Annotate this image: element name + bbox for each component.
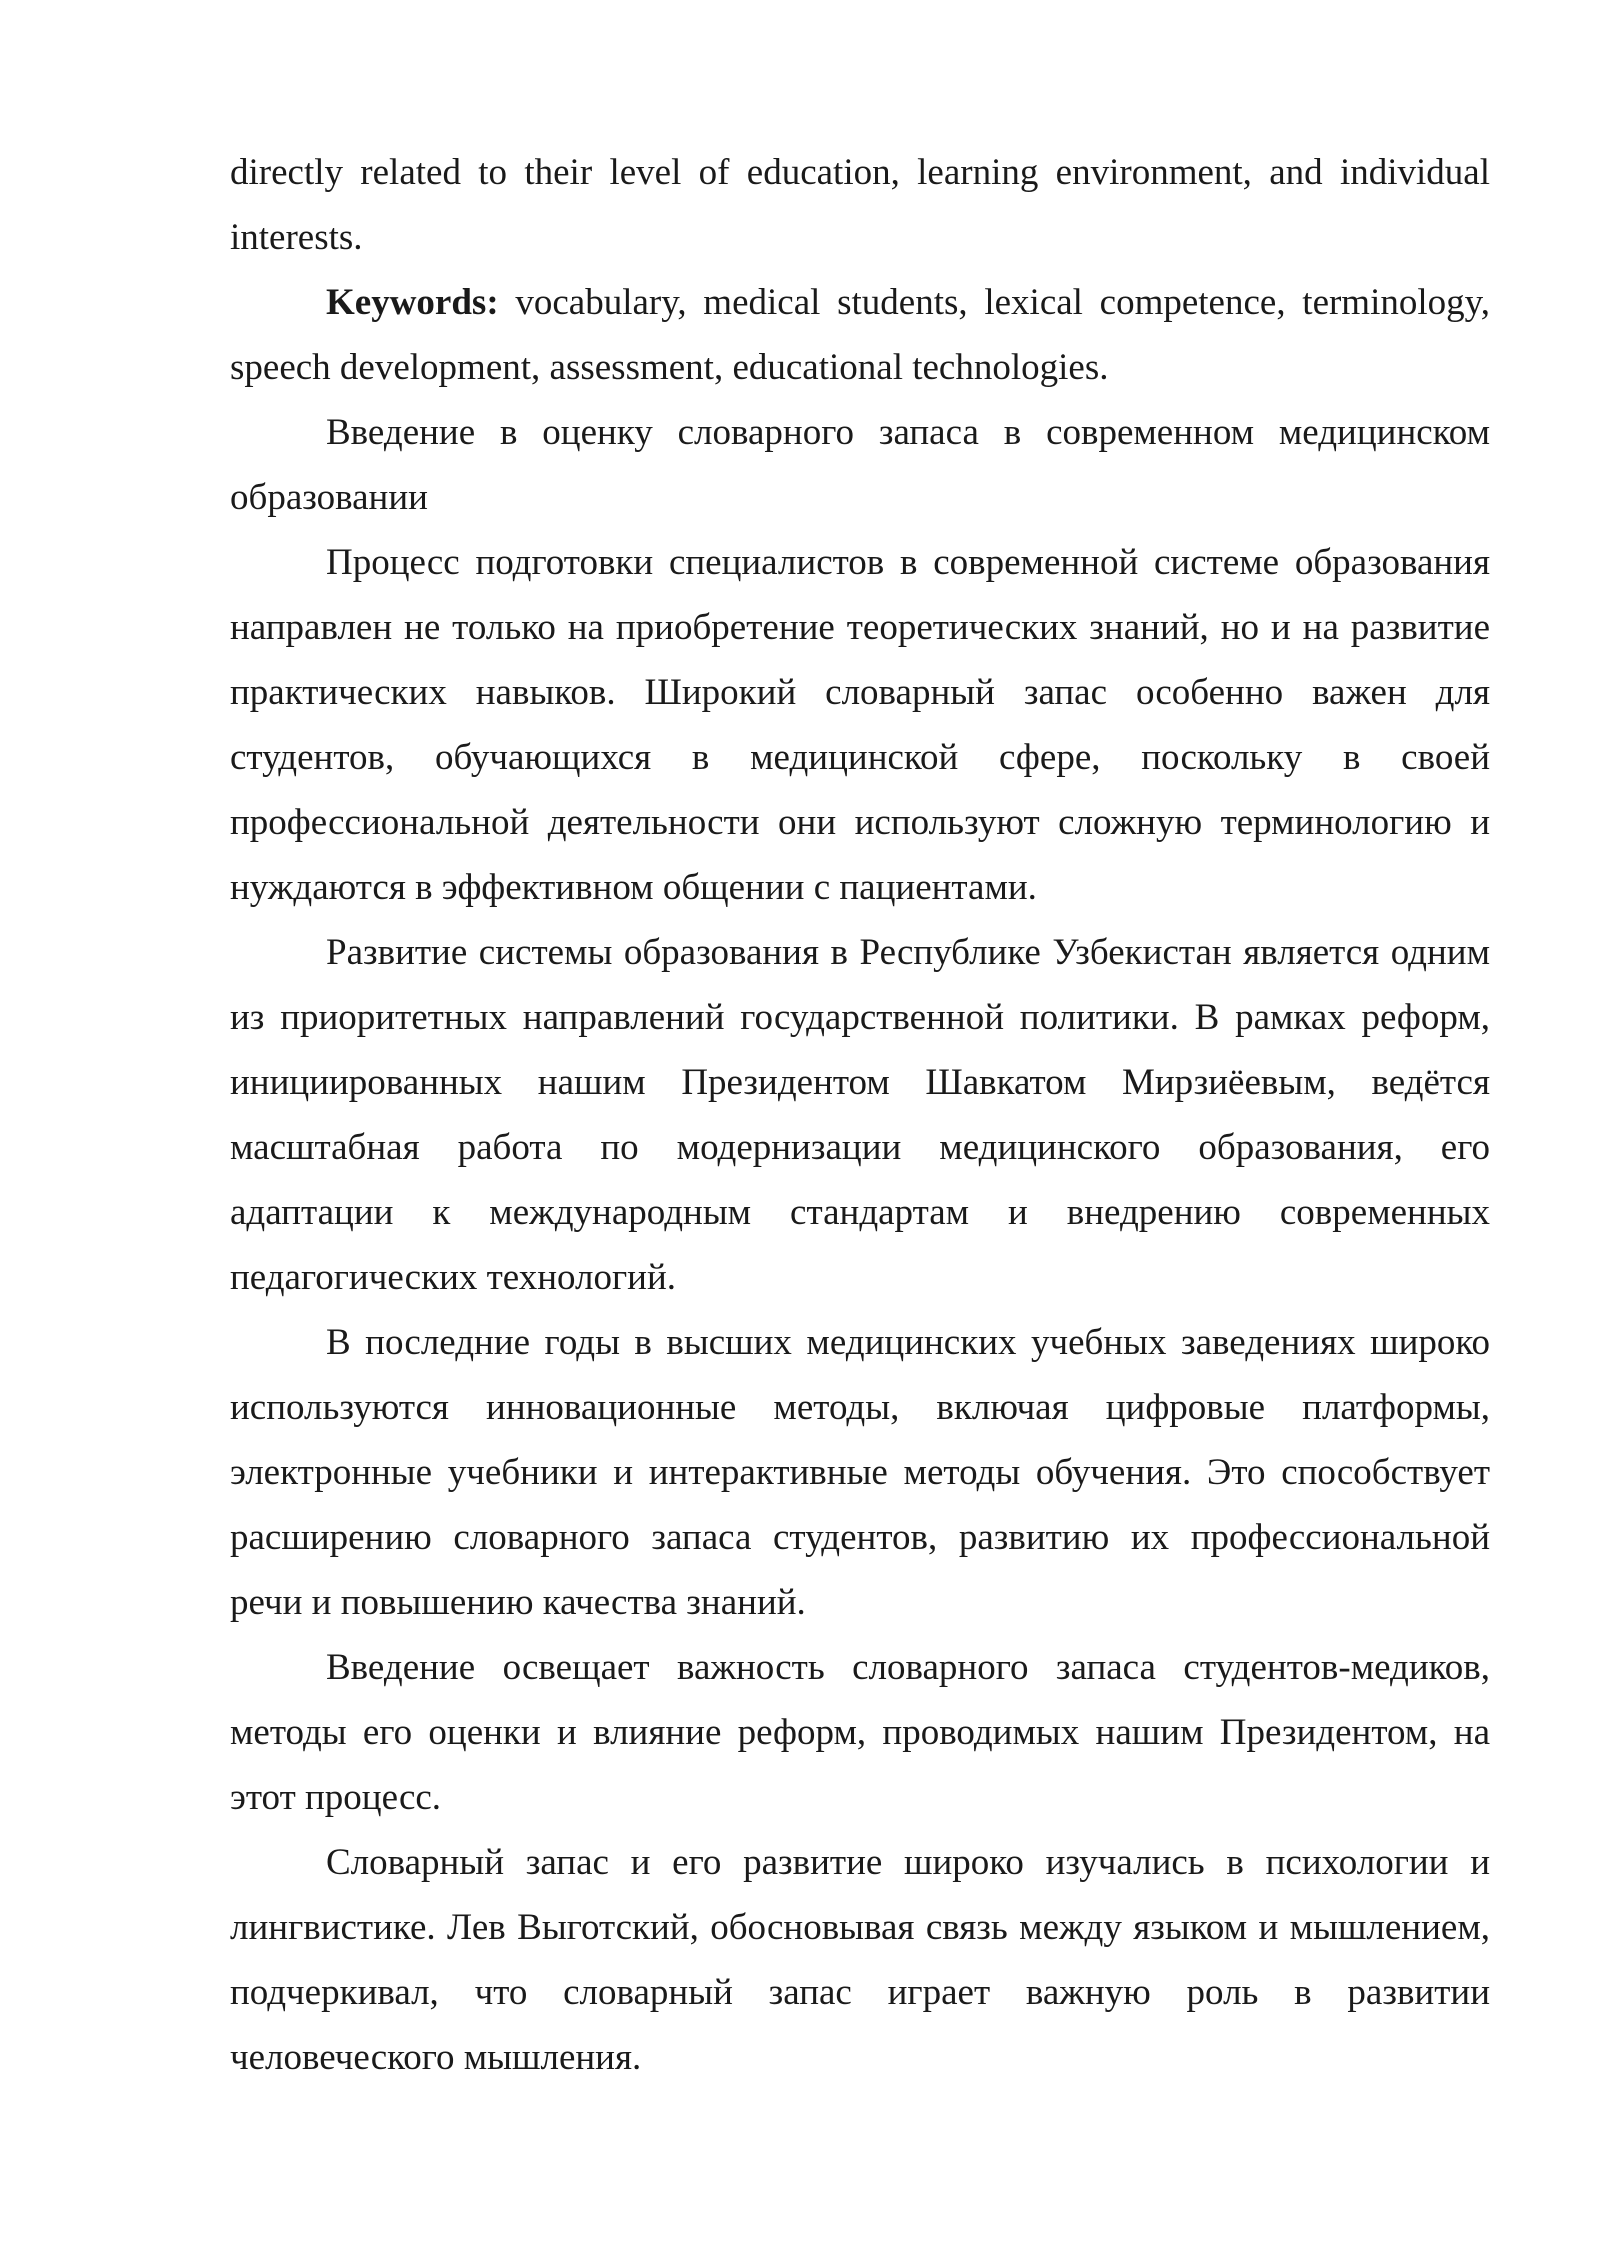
- body-paragraph-1: Процесс подготовки специалистов в современной системе образования направлен не только на приобретение теоретических знаний, но и на развитие практических навыков. Широкий словарный запас особенно важен для студентов, обучающихся в медицинской сфере, поскольку в своей профессиональной деятельности они используют сложную терминологию и нуждаются в эффективном общении с пациентами.: [230, 542, 1490, 908]
- section-title: Введение в оценку словарного запаса в современном медицинском образовании: [230, 412, 1490, 518]
- body-paragraph-4: Введение освещает важность словарного запаса студентов-медиков, методы его оценки и влияние реформ, проводимых нашим Президентом, на этот процесс.: [230, 1647, 1490, 1818]
- abstract-tail: directly related to their level of education, learning environment, and individual interests.: [230, 152, 1490, 258]
- document-page: [230, 140, 1490, 2090]
- body-paragraph-5: Словарный запас и его развитие широко изучались в психологии и лингвистике. Лев Выготский, обосновывая связь между языком и мышлением, подчеркивал, что словарный запас играет важную роль в развитии человеческого мышления.: [230, 1842, 1490, 2078]
- body-paragraph-3: В последние годы в высших медицинских учебных заведениях широко используются инновационные методы, включая цифровые платформы, электронные учебники и интерактивные методы обучения. Это способствует расширению словарного запаса студентов, развитию их профессиональной речи и повышению качества знаний.: [230, 1322, 1490, 1623]
- keywords-label: Keywords:: [326, 282, 499, 323]
- keywords-paragraph: [230, 270, 1490, 400]
- keywords-list: vocabulary, medical students, lexical competence, terminology, speech development, assessment, educational technologies.: [230, 282, 1490, 388]
- body-paragraph-2: Развитие системы образования в Республике Узбекистан является одним из приоритетных направлений государственной политики. В рамках реформ, инициированных нашим Президентом Шавкатом Мирзиёевым, ведётся масштабная работа по модернизации медицинского образования, его адаптации к международным стандартам и внедрению современных педагогических технологий.: [230, 932, 1490, 1298]
